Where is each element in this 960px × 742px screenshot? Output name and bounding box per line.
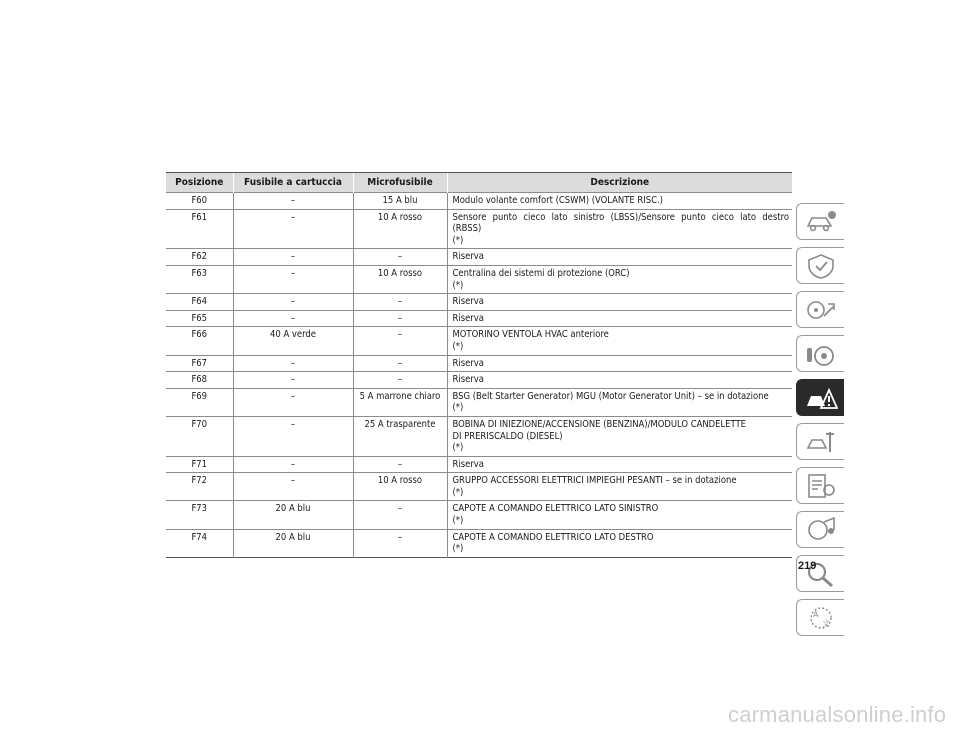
cell-cartridge-fuse: 20 A blu	[233, 529, 353, 557]
dashboard-icon	[804, 340, 838, 368]
description-line: (*)	[452, 543, 464, 555]
cell-position: F71	[166, 456, 233, 473]
cell-micro-fuse: –	[353, 355, 447, 372]
description-line: Sensore punto cieco lato sinistro (LBSS)/Sensore punto cieco lato destro	[452, 211, 789, 223]
table-body	[166, 193, 792, 558]
cell-cartridge-fuse: –	[233, 310, 353, 327]
cell-micro-fuse: –	[353, 372, 447, 389]
table-row	[166, 193, 792, 210]
cell-description	[447, 501, 792, 529]
languages-icon	[804, 604, 838, 632]
cell-cartridge-fuse: –	[233, 372, 353, 389]
vehicle-info-icon	[804, 208, 838, 236]
table-header	[166, 173, 792, 193]
header-descrizione: Descrizione	[447, 173, 792, 193]
cell-micro-fuse: –	[353, 327, 447, 355]
service-maintenance-icon	[804, 428, 838, 456]
cell-position: F73	[166, 501, 233, 529]
cell-position: F68	[166, 372, 233, 389]
description-line: (*)	[452, 515, 464, 527]
cell-position: F70	[166, 416, 233, 456]
table-row	[166, 209, 792, 249]
table-row	[166, 456, 792, 473]
description-line: Riserva	[452, 458, 484, 470]
svg-text:A: A	[812, 609, 818, 619]
cell-micro-fuse: –	[353, 501, 447, 529]
header-posizione: Posizione	[166, 173, 233, 193]
table-row	[166, 529, 792, 557]
cell-description	[447, 529, 792, 557]
table-row	[166, 473, 792, 501]
description-line: DI PRERISCALDO (DIESEL)	[452, 430, 563, 442]
description-line: Riserva	[452, 357, 484, 369]
cell-description	[447, 310, 792, 327]
cell-micro-fuse: 10 A rosso	[353, 265, 447, 293]
description-line: (*)	[452, 402, 464, 414]
cell-position: F63	[166, 265, 233, 293]
description-line: CAPOTE A COMANDO ELETTRICO LATO SINISTRO	[452, 503, 659, 515]
cell-description	[447, 193, 792, 210]
cell-description	[447, 327, 792, 355]
cell-cartridge-fuse: –	[233, 416, 353, 456]
emergency-icon	[804, 384, 838, 412]
cell-description	[447, 265, 792, 293]
description-line: (*)	[452, 486, 464, 498]
technical-specs-icon	[804, 472, 838, 500]
cell-micro-fuse: 10 A rosso	[353, 473, 447, 501]
table-row	[166, 294, 792, 311]
description-line: Centralina dei sistemi di protezione (ORC)	[452, 267, 630, 279]
cell-micro-fuse: –	[353, 249, 447, 266]
description-line: BOBINA DI INIEZIONE/ACCENSIONE (BENZINA)/MODULO CANDELETTE	[452, 418, 746, 430]
cell-micro-fuse: –	[353, 310, 447, 327]
cell-cartridge-fuse: –	[233, 473, 353, 501]
chapter-tab-3[interactable]	[796, 291, 844, 328]
starting-operating-icon	[804, 296, 838, 324]
page-number: 219	[798, 560, 817, 572]
description-line: (*)	[452, 442, 464, 454]
cell-cartridge-fuse: –	[233, 388, 353, 416]
chapter-tab-5[interactable]	[796, 379, 844, 416]
chapter-tabs	[796, 203, 844, 643]
cell-description	[447, 416, 792, 456]
table-row	[166, 249, 792, 266]
cell-description	[447, 372, 792, 389]
table-row	[166, 310, 792, 327]
cell-micro-fuse: –	[353, 294, 447, 311]
cell-description	[447, 294, 792, 311]
header-microfusibile: Microfusibile	[353, 173, 447, 193]
description-line: Modulo volante comfort (CSWM) (VOLANTE RISC.)	[452, 195, 663, 206]
cell-cartridge-fuse: –	[233, 193, 353, 210]
chapter-tab-10[interactable]	[796, 599, 844, 636]
cell-micro-fuse: 15 A blu	[353, 193, 447, 210]
cell-position: F67	[166, 355, 233, 372]
description-line: CAPOTE A COMANDO ELETTRICO LATO DESTRO	[452, 531, 654, 543]
table-row	[166, 416, 792, 456]
table-row	[166, 501, 792, 529]
description-line: Riserva	[452, 374, 484, 386]
cell-cartridge-fuse: –	[233, 294, 353, 311]
cell-position: F61	[166, 209, 233, 249]
chapter-tab-7[interactable]	[796, 467, 844, 504]
cell-position: F65	[166, 310, 233, 327]
description-line: (*)	[452, 279, 464, 291]
cell-cartridge-fuse: 40 A verde	[233, 327, 353, 355]
multimedia-icon	[804, 516, 838, 544]
cell-description	[447, 355, 792, 372]
chapter-tab-2[interactable]	[796, 247, 844, 284]
description-line: Riserva	[452, 251, 484, 263]
description-line: (*)	[452, 234, 464, 246]
cell-cartridge-fuse: –	[233, 249, 353, 266]
chapter-tab-1[interactable]	[796, 203, 844, 240]
description-line: (*)	[452, 340, 464, 352]
cell-micro-fuse: 5 A marrone chiaro	[353, 388, 447, 416]
cell-cartridge-fuse: 20 A blu	[233, 501, 353, 529]
cell-micro-fuse: 10 A rosso	[353, 209, 447, 249]
cell-position: F60	[166, 193, 233, 210]
description-line: (RBSS)	[452, 223, 482, 235]
cell-micro-fuse: –	[353, 456, 447, 473]
table-row	[166, 372, 792, 389]
description-line: BSG (Belt Starter Generator) MGU (Motor Generator Unit) – se in dotazione	[452, 390, 769, 402]
cell-description	[447, 388, 792, 416]
cell-micro-fuse: 25 A trasparente	[353, 416, 447, 456]
cell-position: F64	[166, 294, 233, 311]
header-fusibile-cartuccia: Fusibile a cartuccia	[233, 173, 353, 193]
description-line: MOTORINO VENTOLA HVAC anteriore	[452, 329, 609, 341]
description-line: Riserva	[452, 312, 484, 324]
description-line: GRUPPO ACCESSORI ELETTRICI IMPIEGHI PESANTI – se in dotazione	[452, 475, 737, 487]
cell-description	[447, 249, 792, 266]
cell-cartridge-fuse: –	[233, 355, 353, 372]
table-row	[166, 265, 792, 293]
cell-cartridge-fuse: –	[233, 456, 353, 473]
watermark: carmanualsonline.info	[728, 702, 947, 727]
cell-position: F74	[166, 529, 233, 557]
chapter-tab-8[interactable]	[796, 511, 844, 548]
cell-cartridge-fuse: –	[233, 265, 353, 293]
cell-cartridge-fuse: –	[233, 209, 353, 249]
fuse-table	[166, 172, 792, 558]
table-row	[166, 388, 792, 416]
cell-position: F62	[166, 249, 233, 266]
table-row	[166, 355, 792, 372]
cell-position: F72	[166, 473, 233, 501]
cell-description	[447, 456, 792, 473]
cell-position: F69	[166, 388, 233, 416]
cell-description	[447, 473, 792, 501]
table-row	[166, 327, 792, 355]
description-line: Riserva	[452, 296, 484, 308]
cell-micro-fuse: –	[353, 529, 447, 557]
safety-icon	[804, 252, 838, 280]
chapter-tab-6[interactable]	[796, 423, 844, 460]
svg-text:文: 文	[821, 618, 830, 628]
cell-description	[447, 209, 792, 249]
chapter-tab-4[interactable]	[796, 335, 844, 372]
cell-position: F66	[166, 327, 233, 355]
